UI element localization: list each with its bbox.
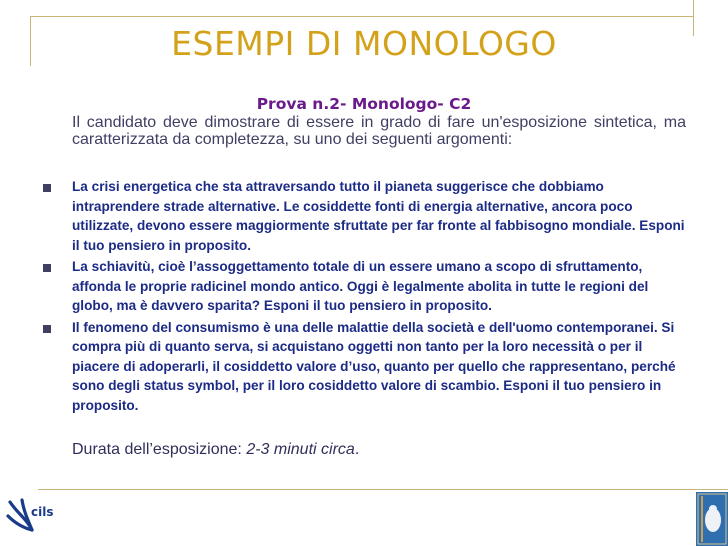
square-bullet-icon — [43, 264, 51, 272]
bottom-frame-line — [38, 489, 728, 490]
cils-logo-text: cils — [31, 505, 54, 519]
topic-text: La schiavitù, cioè l’assoggettamento totale di un essere umano a scopo di sfruttamento, affonda le proprie radicinel mondo antico. Oggi è legalmente abolita in tutte le regioni del globo, ma è davvero sparita? Esponi il tuo pensiero in proposito. — [72, 259, 649, 313]
intro-paragraph: Il candidato deve dimostrare di essere in grado di fare un'esposizione sintetica, ma caratterizzata da completezza, su uno dei seguenti argomenti: — [72, 114, 686, 148]
duration-value: 2-3 minuti circa — [246, 441, 355, 458]
slide-subtitle: Prova n.2- Monologo- C2 — [256, 95, 472, 113]
top-frame-line — [30, 16, 694, 17]
duration-label: Durata dell’esposizione: — [72, 441, 247, 458]
duration-end: . — [354, 441, 360, 458]
cils-logo-icon — [4, 496, 84, 542]
square-bullet-icon — [43, 325, 51, 333]
square-bullet-icon — [43, 184, 51, 192]
university-seal-icon — [692, 490, 728, 546]
list-item — [0, 177, 728, 255]
duration-line — [72, 441, 359, 459]
topic-text: La crisi energetica che sta attraversando tutto il pianeta suggerisce che dobbiamo intraprendere strade alternative. Le cosiddette fonti di energia alternative, ancora poco utilizzate, devono essere maggiormente sfruttate per far fronte al fabbisogno mondiale. Esponi il tuo pensiero in proposito. — [72, 179, 685, 253]
list-item — [0, 257, 728, 316]
topic-list — [0, 177, 728, 415]
topic-text: Il fenomeno del consumismo è una delle malattie della società e dell'uomo contemporanei. Si compra più di quanto serva, si acquistano oggetti non tanto per la loro necessità o per il piacere di adoperarli, il cosiddetto valore d’uso, quanto per quello che rappresentano, perché sono degli status symbol, per il loro cosiddetto valore di scambio. Esponi il tuo pensiero in proposito. — [72, 319, 676, 413]
list-item — [0, 318, 728, 416]
slide-title: ESEMPI DI MONOLOGO — [171, 24, 557, 63]
